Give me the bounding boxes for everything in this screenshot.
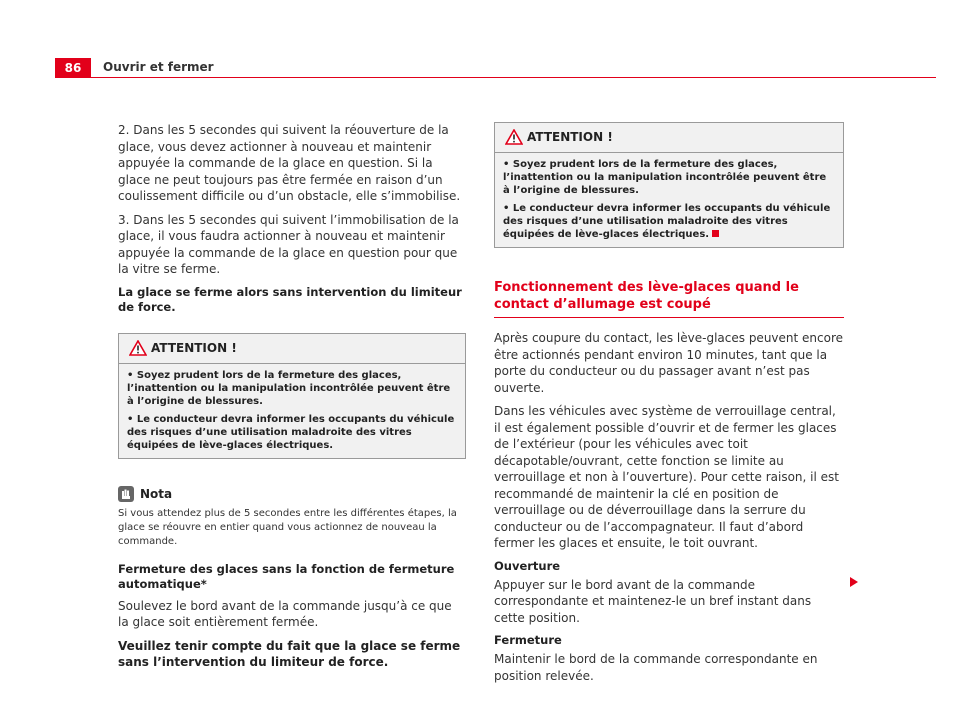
subheading-opening: Ouverture [494, 558, 561, 573]
warning-title: ATTENTION ! [151, 340, 237, 355]
warning-header [119, 334, 465, 364]
force-limiter-warning: Veuillez tenir compte du fait que la glace se ferme sans l’intervention du limiteur de force. [118, 638, 461, 669]
warning-triangle-icon [505, 129, 523, 145]
section-heading: Fonctionnement des lève-glaces quand le contact d’allumage est coupé [494, 280, 799, 312]
warning-item [503, 202, 835, 241]
step-2-paragraph: 2. Dans les 5 secondes qui suivent la réouverture de la glace, vous devez actionner à nouveau et maintenir appuyée la commande de la glace en question. Si la glace ne peut toujours pas être fermée en raison d’un coulissement difficile ou d’un obstacle, elle s’immobilise. [118, 123, 461, 203]
warning-header [495, 123, 843, 153]
warning-item: • Soyez prudent lors de la fermeture des glaces, l’inattention ou la manipulation incontrôlée peuvent être à l’origine de blessures. [503, 159, 827, 196]
manual-close-paragraph: Soulevez le bord avant de la commande jusqu’à ce que la glace soit entièrement fermée. [118, 598, 452, 629]
closing-paragraph: Maintenir le bord de la commande correspondante en position relevée. [494, 652, 818, 683]
chapter-title: Ouvrir et fermer [103, 60, 214, 74]
force-limiter-note: La glace se ferme alors sans intervention du limiteur de force. [118, 284, 462, 314]
subheading-closing: Fermeture [494, 633, 562, 647]
page-number: 86 [55, 58, 91, 78]
end-square-icon [712, 230, 719, 237]
nota-text: Si vous attendez plus de 5 secondes entre les différentes étapes, la glace se réouvre en entier quand vous actionnez de nouveau la commande. [118, 507, 457, 547]
section-divider [494, 317, 844, 318]
opening-paragraph: Appuyer sur le bord avant de la commande correspondante et maintenez-le un bref instant dans cette position. [494, 577, 812, 625]
warning-item-text: • Le conducteur devra informer les occupants du véhicule des risques d’une utilisation maladroite des vitres équipées de lève-glaces électriques. [503, 203, 831, 240]
nota-hand-icon [118, 486, 134, 502]
right-column [494, 122, 844, 691]
central-locking-paragraph: Dans les véhicules avec système de verrouillage central, il est également possible d’ouvrir et de fermer les glaces de l’extérieur (pour les véhicules avec toit décapotable/ouvrant, cette fonction se limite au verrouillage et non à l’ouverture). Pour cette raison, il est recommandé de maintenir la clé en position de verrouillage ou de déverrouillage dans la serrure du conducteur ou de l’accompagnateur. Il faut d’abord fermer les glaces et ensuite, le toit ouvrant. [494, 404, 839, 550]
warning-box-left [118, 333, 466, 459]
warning-item: • Le conducteur devra informer les occupants du véhicule des risques d’une utilisation maladroite des vitres équipées de lève-glaces électriques. [127, 413, 455, 451]
section-subheading-manual-close: Fermeture des glaces sans la fonction de fermeture automatique* [118, 561, 455, 591]
nota-header [118, 486, 464, 502]
step-3-paragraph: 3. Dans les 5 secondes qui suivent l’immobilisation de la glace, il vous faudra actionner à nouveau et maintenir appuyée la commande de la glace en question pour que la vitre se ferme. [118, 212, 459, 276]
next-page-arrow-icon [850, 577, 858, 587]
left-column [118, 122, 464, 676]
nota-title: Nota [140, 486, 173, 501]
warning-body [495, 153, 843, 247]
header-divider [55, 77, 936, 78]
warning-body [119, 364, 465, 458]
ignition-off-paragraph: Après coupure du contact, les lève-glaces peuvent encore être actionnés pendant environ 10 minutes, tant que la porte du conducteur ou du passager avant n’est pas ouverte. [494, 331, 844, 395]
warning-title: ATTENTION ! [527, 130, 613, 144]
warning-box-right [494, 122, 844, 248]
warning-triangle-icon [129, 340, 147, 356]
warning-item: • Soyez prudent lors de la fermeture des glaces, l’inattention ou la manipulation incontrôlée peuvent être à l’origine de blessures. [127, 369, 451, 407]
